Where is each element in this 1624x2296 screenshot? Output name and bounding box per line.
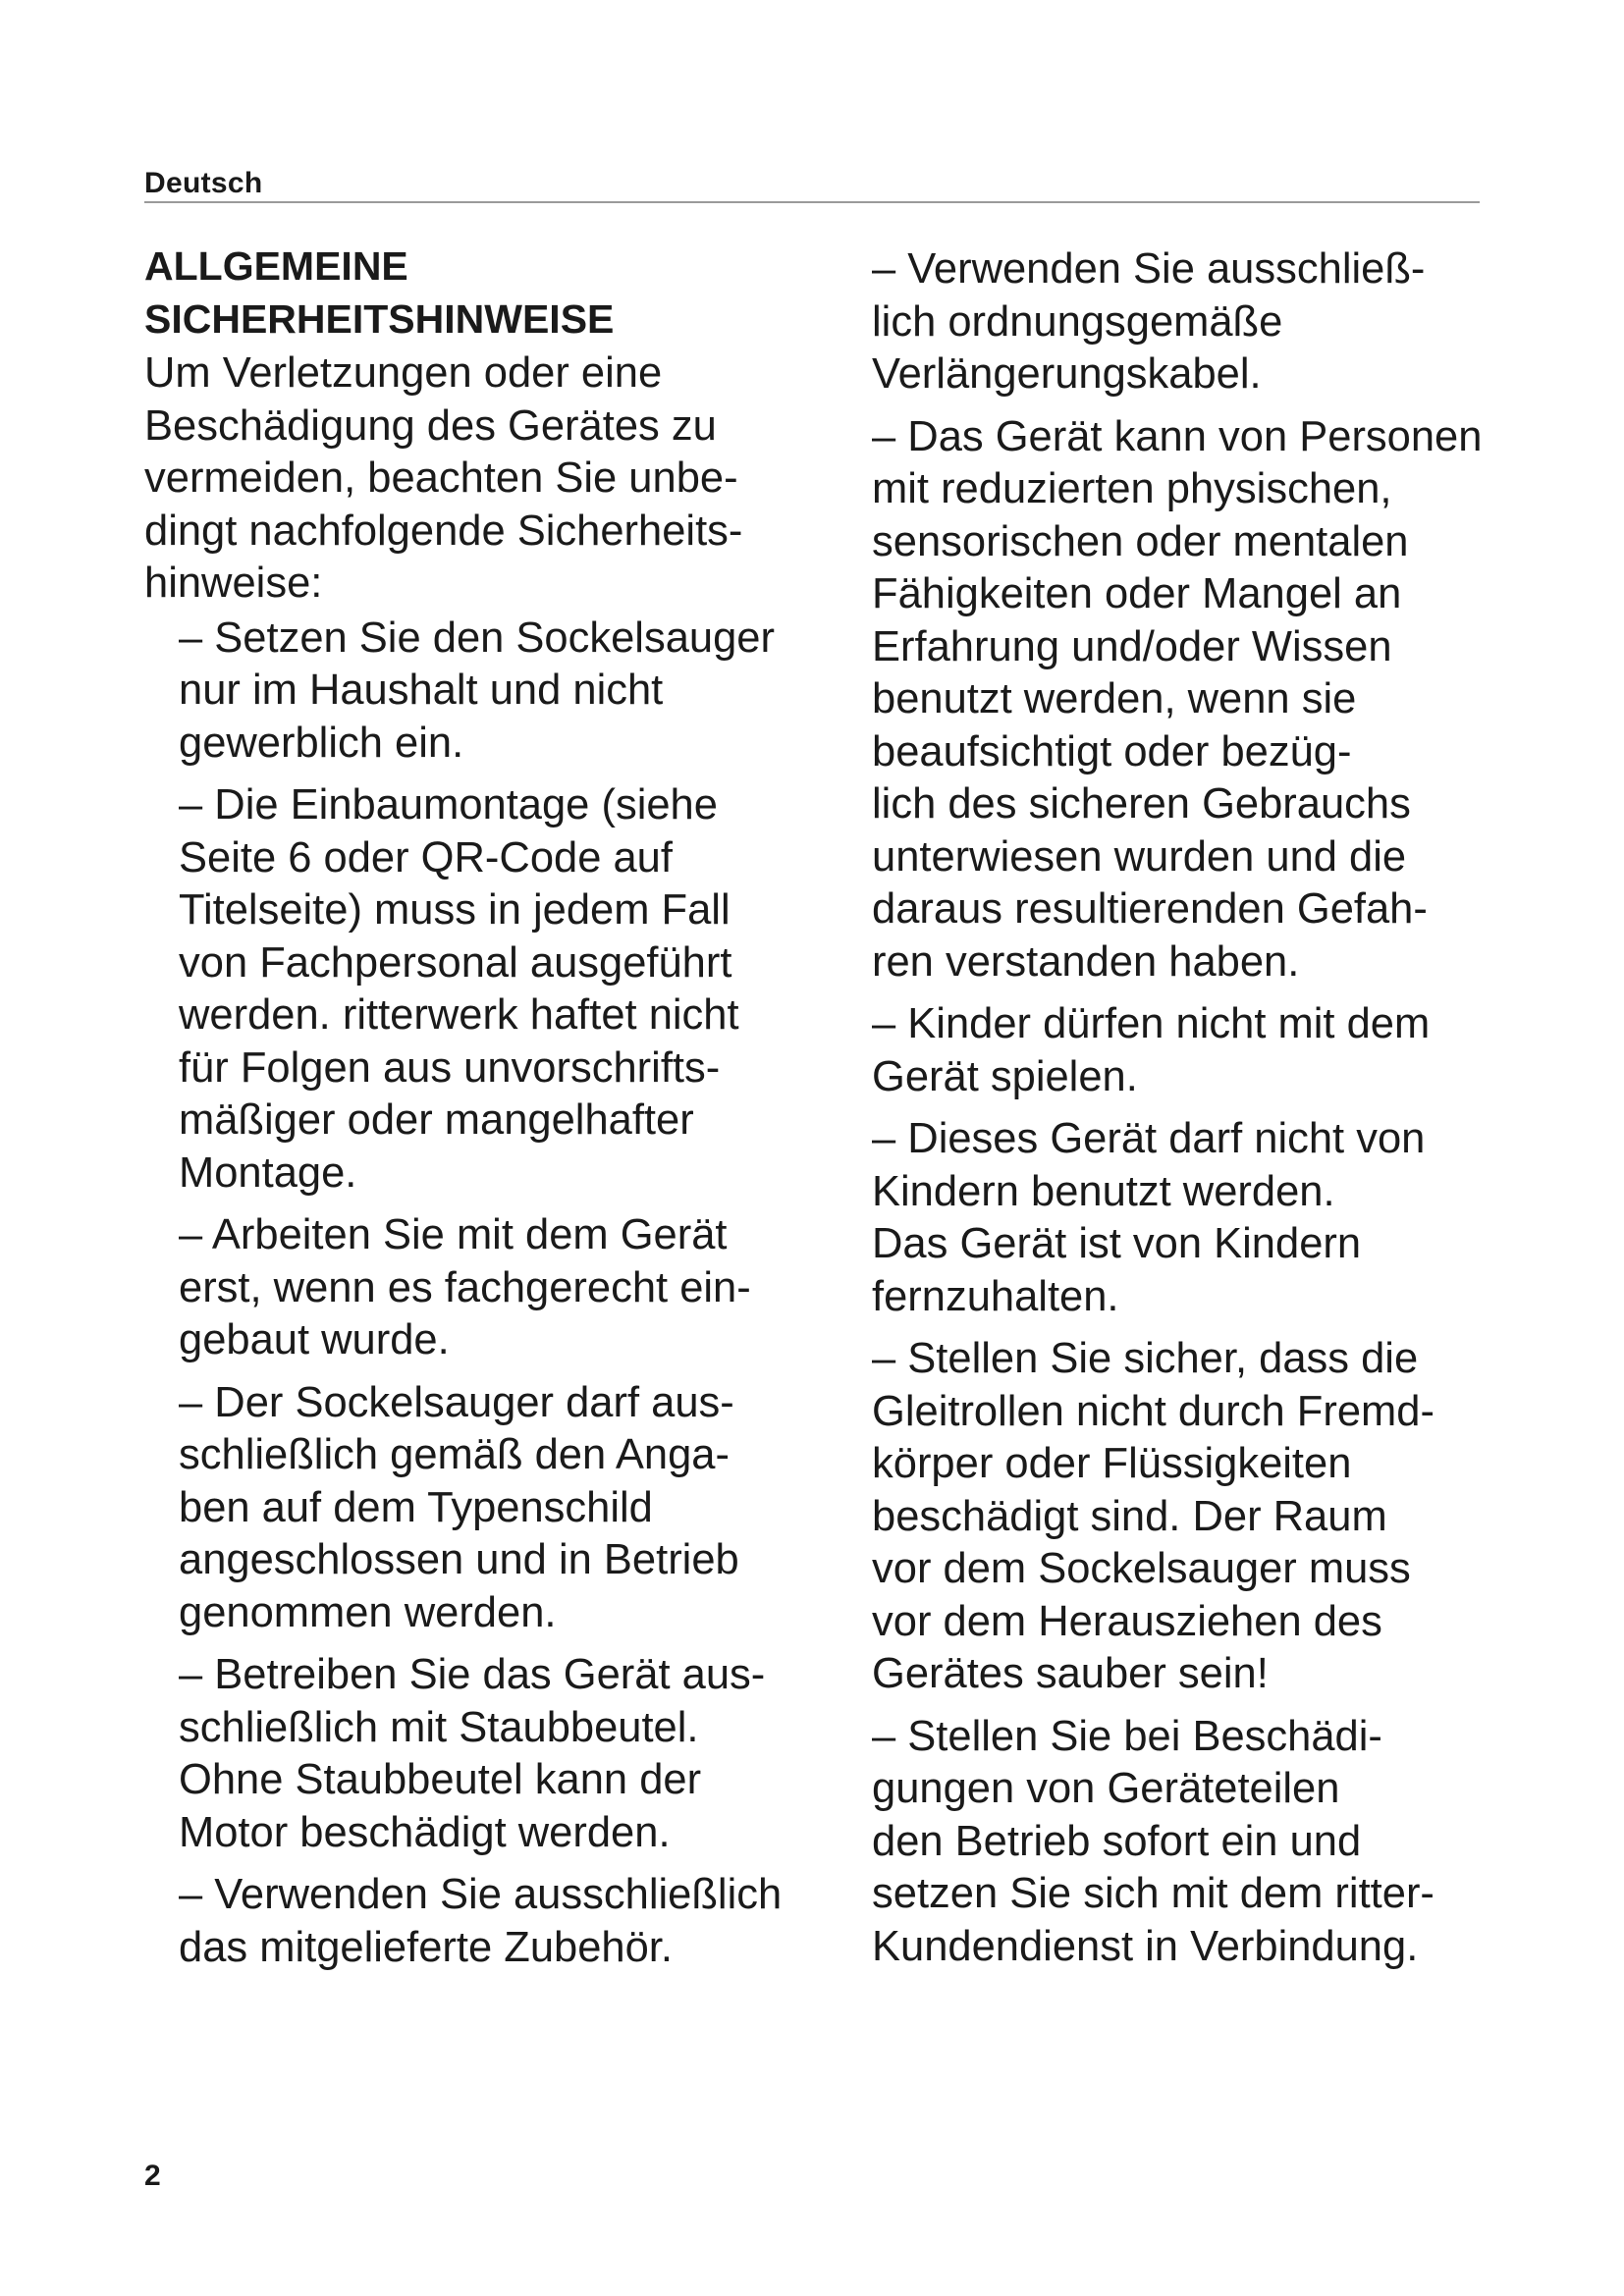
bullet-line: – Verwenden Sie ausschließ- bbox=[872, 245, 1426, 293]
bullet-line: Kindern benutzt werden. bbox=[872, 1167, 1335, 1215]
bullet-line: Gerät spielen. bbox=[872, 1052, 1138, 1100]
bullet-line: setzen Sie sich mit dem ritter- bbox=[872, 1870, 1435, 1917]
bullet-line: genommen werden. bbox=[179, 1588, 557, 1636]
intro-line: Um Verletzungen oder eine bbox=[144, 349, 663, 397]
bullet-line: Motor beschädigt werden. bbox=[179, 1808, 671, 1856]
bullet-line: gungen von Geräteteilen bbox=[872, 1765, 1340, 1812]
bullet-line: – Dieses Gerät darf nicht von bbox=[872, 1115, 1426, 1162]
bullet-line: von Fachpersonal ausgeführt bbox=[179, 938, 732, 987]
bullet-line: – Der Sockelsauger darf aus- bbox=[179, 1378, 734, 1426]
bullet-line: – Stellen Sie bei Beschädi- bbox=[872, 1712, 1382, 1760]
bullet-line: – Die Einbaumontage (siehe bbox=[179, 781, 718, 828]
bullet-line: gewerblich ein. bbox=[179, 719, 464, 767]
section-title bbox=[144, 240, 832, 346]
bullet-line: vor dem Sockelsauger muss bbox=[872, 1545, 1411, 1592]
bullet-line: Seite 6 oder QR-Code auf bbox=[179, 833, 673, 881]
bullet-line: erst, wenn es fachgerecht ein- bbox=[179, 1263, 751, 1311]
safety-bullet-item bbox=[872, 1333, 1510, 1701]
bullet-line: benutzt werden, wenn sie bbox=[872, 675, 1357, 722]
bullet-line: das mitgelieferte Zubehör. bbox=[179, 1923, 673, 1971]
bullet-line: – Kinder dürfen nicht mit dem bbox=[872, 1000, 1431, 1047]
section-title-line: SICHERHEITSHINWEISE bbox=[144, 295, 615, 342]
right-bullet-list bbox=[872, 243, 1510, 1973]
bullet-line: beschädigt sind. Der Raum bbox=[872, 1492, 1387, 1540]
bullet-line: Erfahrung und/oder Wissen bbox=[872, 622, 1392, 670]
bullet-line: Verlängerungskabel. bbox=[872, 350, 1262, 398]
safety-bullet-item bbox=[179, 613, 832, 771]
safety-bullet-item bbox=[872, 411, 1510, 989]
bullet-line: Gleitrollen nicht durch Fremd- bbox=[872, 1387, 1435, 1435]
bullet-line: – Das Gerät kann von Personen bbox=[872, 412, 1483, 460]
intro-line: vermeiden, beachten Sie unbe- bbox=[144, 454, 738, 502]
bullet-line: für Folgen aus unvorschrifts- bbox=[179, 1043, 721, 1092]
bullet-line: fernzuhalten. bbox=[872, 1272, 1119, 1320]
bullet-line: Kundendienst in Verbindung. bbox=[872, 1922, 1419, 1970]
bullet-line: angeschlossen und in Betrieb bbox=[179, 1536, 739, 1583]
safety-bullet-item bbox=[179, 779, 832, 1200]
bullet-line: – Verwenden Sie ausschließlich bbox=[179, 1871, 783, 1918]
bullet-line: werden. ritterwerk haftet nicht bbox=[179, 991, 739, 1039]
safety-bullet-item bbox=[872, 1711, 1510, 1974]
bullet-line: Fähigkeiten oder Mangel an bbox=[872, 570, 1402, 617]
bullet-line: ben auf dem Typenschild bbox=[179, 1483, 653, 1531]
bullet-line: Gerätes sauber sein! bbox=[872, 1650, 1269, 1697]
intro-line: Beschädigung des Gerätes zu bbox=[144, 401, 717, 450]
bullet-line: lich ordnungsgemäße bbox=[872, 297, 1283, 346]
bullet-line: – Stellen Sie sicher, dass die bbox=[872, 1335, 1419, 1382]
bullet-line: Titelseite) muss in jedem Fall bbox=[179, 886, 731, 934]
safety-bullet-item bbox=[179, 1377, 832, 1640]
safety-bullet-item bbox=[179, 1209, 832, 1367]
bullet-line: lich des sicheren Gebrauchs bbox=[872, 780, 1411, 828]
left-bullet-list bbox=[179, 613, 832, 1975]
bullet-line: – Arbeiten Sie mit dem Gerät bbox=[179, 1211, 728, 1258]
safety-bullet-item bbox=[179, 1869, 832, 1974]
bullet-line: – Betreiben Sie das Gerät aus- bbox=[179, 1651, 766, 1698]
intro-line: hinweise: bbox=[144, 560, 323, 607]
safety-bullet-item bbox=[179, 1649, 832, 1859]
intro-paragraph bbox=[144, 347, 832, 611]
header-divider bbox=[144, 201, 1480, 203]
bullet-line: unterwiesen wurden und die bbox=[872, 832, 1407, 881]
bullet-line: schließlich gemäß den Anga- bbox=[179, 1431, 730, 1478]
bullet-line: nur im Haushalt und nicht bbox=[179, 667, 664, 714]
bullet-line: daraus resultierenden Gefah- bbox=[872, 885, 1428, 933]
bullet-line: mit reduzierten physischen, bbox=[872, 465, 1392, 512]
left-column bbox=[144, 240, 832, 1974]
safety-bullet-item bbox=[872, 998, 1510, 1103]
page-number: 2 bbox=[144, 2160, 161, 2192]
bullet-line: Ohne Staubbeutel kann der bbox=[179, 1756, 702, 1803]
bullet-line: vor dem Herausziehen des bbox=[872, 1597, 1382, 1645]
bullet-line: Das Gerät ist von Kindern bbox=[872, 1220, 1362, 1267]
bullet-line: ren verstanden haben. bbox=[872, 937, 1300, 986]
section-title-line: ALLGEMEINE bbox=[144, 243, 408, 289]
bullet-line: mäßiger oder mangelhafter bbox=[179, 1096, 694, 1144]
safety-bullet-item bbox=[872, 1113, 1510, 1323]
bullet-line: Montage. bbox=[179, 1148, 357, 1197]
bullet-line: körper oder Flüssigkeiten bbox=[872, 1440, 1352, 1487]
bullet-line: den Betrieb sofort ein und bbox=[872, 1817, 1362, 1865]
bullet-line: beaufsichtigt oder bezüg- bbox=[872, 727, 1352, 775]
safety-bullet-item bbox=[872, 243, 1510, 401]
bullet-line: sensorischen oder mentalen bbox=[872, 517, 1409, 565]
intro-line: dingt nachfolgende Sicherheits- bbox=[144, 507, 743, 555]
bullet-line: – Setzen Sie den Sockelsauger bbox=[179, 614, 775, 662]
right-column bbox=[872, 243, 1510, 1973]
language-label: Deutsch bbox=[144, 167, 263, 199]
bullet-line: schließlich mit Staubbeutel. bbox=[179, 1703, 699, 1751]
bullet-line: gebaut wurde. bbox=[179, 1316, 450, 1363]
